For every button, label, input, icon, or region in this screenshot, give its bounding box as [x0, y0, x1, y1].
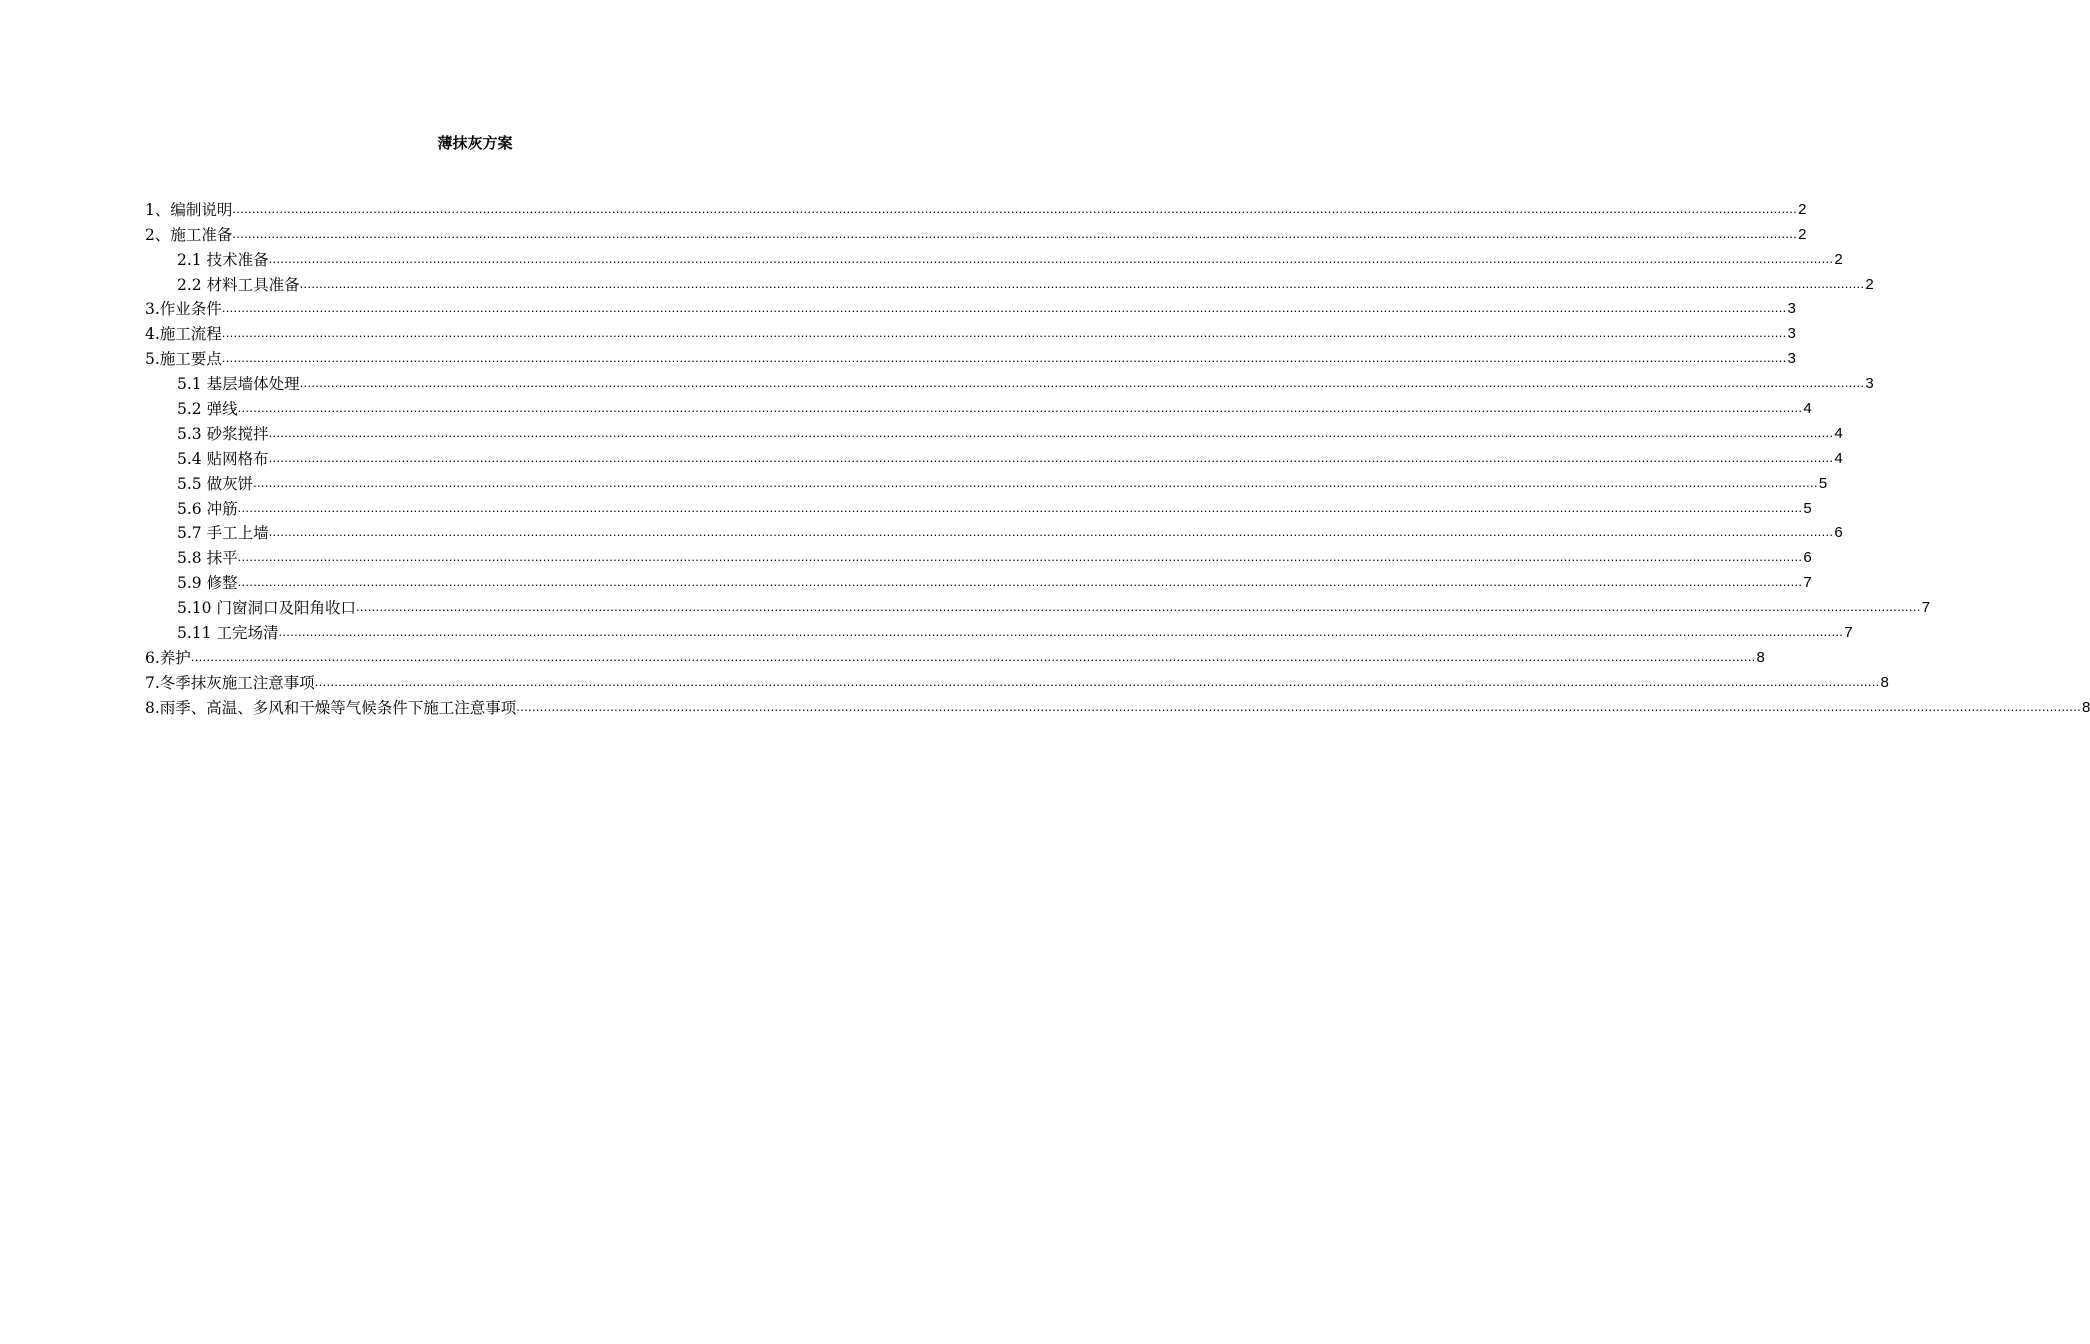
- table-of-contents: [145, 196, 2090, 719]
- toc-entry[interactable]: [145, 221, 1807, 246]
- toc-page-number: 7: [1921, 599, 1931, 617]
- toc-dot-leader: ................................................................................................................................................................................................................................................................................................................................................................................................................: [268, 524, 1834, 540]
- toc-page-number: 2: [1798, 225, 1807, 243]
- toc-page-number: 4: [1803, 400, 1812, 418]
- toc-entry[interactable]: [145, 644, 1765, 669]
- toc-dot-leader: ................................................................................................................................................................................................................................................................................................................................................................................................................: [232, 225, 1798, 241]
- toc-page-number: 3: [1787, 325, 1796, 343]
- toc-entry-title: 5.9 修整: [177, 574, 238, 593]
- toc-entry-title: 5.6 冲筋: [177, 499, 238, 518]
- toc-dot-leader: ................................................................................................................................................................................................................................................................................................................................................................................................................: [221, 350, 1787, 366]
- toc-entry[interactable]: [145, 246, 1843, 271]
- toc-page-number: 8: [2082, 698, 2090, 716]
- toc-entry[interactable]: [145, 320, 1796, 345]
- toc-entry[interactable]: [145, 296, 1796, 321]
- toc-dot-leader: ................................................................................................................................................................................................................................................................................................................................................................................................................: [314, 673, 1880, 689]
- toc-page-number: 4: [1834, 449, 1843, 467]
- toc-entry-title: 5.3 砂浆搅拌: [177, 424, 269, 443]
- toc-entry[interactable]: [145, 470, 1828, 495]
- toc-entry-title: 5.10 门窗洞口及阳角收口: [177, 599, 356, 618]
- toc-entry-title: 2.1 技术准备: [177, 250, 269, 269]
- toc-entry-title: 5.5 做灰饼: [177, 474, 254, 493]
- toc-page-number: 6: [1803, 549, 1812, 567]
- toc-entry[interactable]: [145, 694, 2090, 719]
- toc-entry[interactable]: [145, 669, 1889, 694]
- toc-entry-title: 2.2 材料工具准备: [177, 275, 300, 294]
- toc-entry-title: 5.8 抹平: [177, 549, 238, 568]
- toc-entry[interactable]: [145, 196, 1807, 221]
- toc-entry-title: 7.冬季抹灰施工注意事项: [145, 673, 315, 692]
- toc-entry[interactable]: [145, 420, 1843, 445]
- toc-entry-title: 3.作业条件: [145, 300, 222, 319]
- toc-page-number: 7: [1844, 624, 1853, 642]
- toc-page-number: 7: [1803, 574, 1812, 592]
- toc-entry[interactable]: [145, 495, 1812, 520]
- toc-entry-title: 5.施工要点: [145, 350, 222, 369]
- toc-dot-leader: ................................................................................................................................................................................................................................................................................................................................................................................................................: [237, 549, 1803, 565]
- toc-dot-leader: ................................................................................................................................................................................................................................................................................................................................................................................................................: [190, 648, 1756, 664]
- toc-page-number: 2: [1798, 200, 1807, 218]
- document-title: 薄抹灰方案: [437, 134, 513, 152]
- toc-entry-title: 1、编制说明: [145, 200, 233, 219]
- toc-dot-leader: ................................................................................................................................................................................................................................................................................................................................................................................................................: [299, 275, 1865, 291]
- toc-dot-leader: ................................................................................................................................................................................................................................................................................................................................................................................................................: [237, 499, 1803, 515]
- toc-entry[interactable]: [145, 544, 1812, 569]
- toc-entry[interactable]: [145, 594, 1931, 619]
- toc-entry-title: 8.雨季、高温、多风和干燥等气候条件下施工注意事项: [145, 698, 517, 717]
- toc-entry-title: 2、施工准备: [145, 225, 233, 244]
- toc-entry-title: 5.7 手工上墙: [177, 524, 269, 543]
- toc-entry-title: 5.1 基层墙体处理: [177, 375, 300, 394]
- toc-page-number: 8: [1880, 673, 1889, 691]
- toc-entry-title: 4.施工流程: [145, 325, 222, 344]
- toc-entry-title: 6.养护: [145, 648, 191, 667]
- toc-page-number: 8: [1756, 648, 1765, 666]
- toc-page-number: 6: [1834, 524, 1843, 542]
- toc-page-number: 5: [1803, 499, 1812, 517]
- toc-dot-leader: ................................................................................................................................................................................................................................................................................................................................................................................................................: [253, 474, 1818, 490]
- toc-entry-title: 5.4 贴网格布: [177, 449, 269, 468]
- toc-dot-leader: ................................................................................................................................................................................................................................................................................................................................................................................................................: [268, 424, 1834, 440]
- toc-entry[interactable]: [145, 271, 1874, 296]
- toc-dot-leader: ................................................................................................................................................................................................................................................................................................................................................................................................................: [232, 200, 1798, 216]
- toc-entry[interactable]: [145, 569, 1812, 594]
- toc-dot-leader: ................................................................................................................................................................................................................................................................................................................................................................................................................: [278, 624, 1844, 640]
- toc-entry[interactable]: [145, 370, 1874, 395]
- toc-page-number: 4: [1834, 424, 1843, 442]
- toc-dot-leader: ................................................................................................................................................................................................................................................................................................................................................................................................................: [221, 325, 1787, 341]
- toc-page-number: 2: [1834, 250, 1843, 268]
- toc-dot-leader: ................................................................................................................................................................................................................................................................................................................................................................................................................: [268, 250, 1834, 266]
- toc-entry[interactable]: [145, 520, 1843, 545]
- toc-dot-leader: ................................................................................................................................................................................................................................................................................................................................................................................................................: [221, 300, 1787, 316]
- toc-page-number: 3: [1787, 350, 1796, 368]
- toc-page-number: 2: [1865, 275, 1874, 293]
- toc-page-number: 5: [1818, 474, 1828, 492]
- toc-dot-leader: ................................................................................................................................................................................................................................................................................................................................................................................................................: [237, 574, 1803, 590]
- toc-page-number: 3: [1865, 375, 1874, 393]
- toc-page-number: 3: [1787, 300, 1796, 318]
- toc-dot-leader: ................................................................................................................................................................................................................................................................................................................................................................................................................: [516, 698, 2082, 714]
- toc-dot-leader: ................................................................................................................................................................................................................................................................................................................................................................................................................: [268, 449, 1834, 465]
- toc-entry[interactable]: [145, 395, 1812, 420]
- toc-entry[interactable]: [145, 445, 1843, 470]
- toc-entry[interactable]: [145, 619, 1853, 644]
- toc-dot-leader: ................................................................................................................................................................................................................................................................................................................................................................................................................: [355, 599, 1921, 615]
- toc-dot-leader: ................................................................................................................................................................................................................................................................................................................................................................................................................: [299, 375, 1865, 391]
- toc-entry-title: 5.11 工完场清: [177, 624, 279, 643]
- toc-entry-title: 5.2 弹线: [177, 400, 238, 419]
- toc-dot-leader: ................................................................................................................................................................................................................................................................................................................................................................................................................: [237, 400, 1803, 416]
- toc-entry[interactable]: [145, 345, 1796, 370]
